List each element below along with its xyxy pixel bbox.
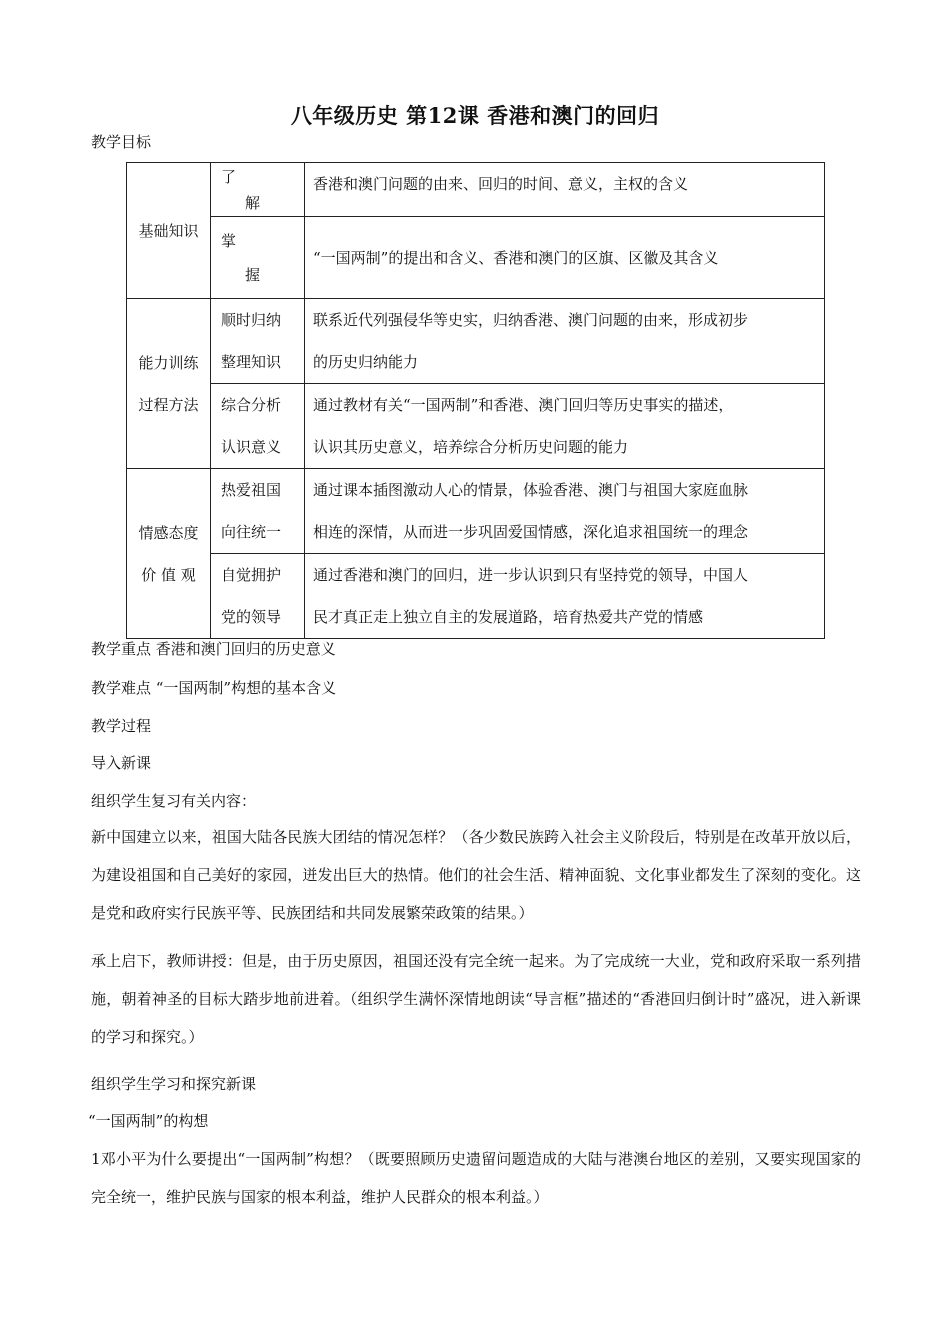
label-cell [211, 554, 305, 639]
label-line: 解 [245, 193, 261, 212]
document-title: 八年级历史 第12课 香港和澳门的回归 [290, 103, 660, 128]
content-line: 通过课本插图激动人心的情景，体验香港、澳门与祖国大家庭血脉 [313, 481, 749, 499]
teaching-goals-table [126, 162, 825, 639]
section-teaching-goals: 教学目标 [91, 133, 152, 151]
label-line: 整理知识 [221, 353, 282, 371]
content-cell [305, 384, 825, 469]
difficult-point: 教学难点 “一国两制”构想的基本含义 [91, 679, 337, 697]
category-cell [127, 469, 211, 639]
teaching-process-heading: 教学过程 [91, 717, 152, 735]
content-cell [305, 299, 825, 384]
content-cell: 香港和澳门问题的由来、回归的时间、意义，主权的含义 [305, 163, 825, 217]
content-cell: “一国两制”的提出和含义、香港和澳门的区旗、区徽及其含义 [305, 217, 825, 299]
table-row [127, 299, 825, 384]
category-cell [127, 299, 211, 469]
label-line: 握 [245, 265, 261, 284]
new-lesson-heading: 组织学生学习和探究新课 [91, 1075, 257, 1093]
content-line: 认识其历史意义，培养综合分析历史问题的能力 [313, 438, 629, 456]
paragraph-1: 新中国建立以来，祖国大陆各民族大团结的情况怎样？（各少数民族跨入社会主义阶段后，特别是在改革开放以后，为建设祖国和自己美好的家园，迸发出巨大的热情。他们的社会生活、精神面貌、文化事业都发生了深刻的变化。这是党和政府实行民族平等、民族团结和共同发展繁荣政策的结果。） [91, 828, 861, 922]
category-label: 能力训练 [138, 353, 199, 372]
content-cell [305, 469, 825, 554]
table-row [127, 217, 825, 299]
category-label: 价 值 观 [141, 565, 196, 584]
paragraph-3: 1邓小平为什么要提出“一国两制”构想？（既要照顾历史遗留问题造成的大陆与港澳台地区的差别，又要实现国家的完全统一，维护民族与国家的根本利益，维护人民群众的根本利益。） [91, 1150, 861, 1206]
content-line: 联系近代列强侵华等史实，归纳香港、澳门问题的由来，形成初步 [313, 311, 749, 329]
label-line: 向往统一 [221, 523, 282, 541]
content-line: 民才真正走上独立自主的发展道路，培育热爱共产党的情感 [313, 608, 704, 626]
content-line: 通过香港和澳门的回归，进一步认识到只有坚持党的领导，中国人 [313, 566, 749, 584]
content-line: 相连的深情，从而进一步巩固爱国情感，深化追求祖国统一的理念 [313, 523, 749, 541]
table-row [127, 384, 825, 469]
label-line: 顺时归纳 [221, 311, 282, 329]
label-cell [211, 217, 305, 299]
category-label: 情感态度 [138, 523, 199, 542]
category-label: 基础知识 [138, 221, 199, 240]
table-row [127, 163, 825, 217]
paragraph-2: 承上启下，教师讲授：但是，由于历史原因，祖国还没有完全统一起来。为了完成统一大业，党和政府采取一系列措施，朝着神圣的目标大踏步地前进着。（组织学生满怀深情地朗读“导言框”描述的“香港回归倒计时”盛况，进入新课的学习和探究。） [91, 952, 861, 1046]
intro-heading: 导入新课 [91, 754, 152, 772]
label-line: 综合分析 [221, 396, 282, 414]
content-cell [305, 554, 825, 639]
label-cell [211, 469, 305, 554]
label-line: 自觉拥护 [221, 566, 282, 584]
label-cell [211, 384, 305, 469]
label-line: 了 [221, 167, 237, 186]
label-line: 认识意义 [221, 438, 282, 456]
label-cell [211, 299, 305, 384]
label-line: 党的领导 [221, 608, 282, 626]
table-row [127, 469, 825, 554]
label-cell [211, 163, 305, 217]
content-line: 的历史归纳能力 [313, 353, 419, 371]
label-line: 热爱祖国 [221, 481, 282, 499]
label-line: 掌 [221, 231, 237, 250]
category-label: 过程方法 [138, 395, 199, 414]
subheading: “一国两制”的构想 [88, 1112, 209, 1130]
table-row [127, 554, 825, 639]
category-cell [127, 163, 211, 299]
content-line: 通过教材有关“一国两制”和香港、澳门回归等历史事实的描述， [313, 396, 734, 414]
key-point: 教学重点 香港和澳门回归的历史意义 [91, 640, 336, 658]
review-line: 组织学生复习有关内容： [91, 792, 257, 810]
